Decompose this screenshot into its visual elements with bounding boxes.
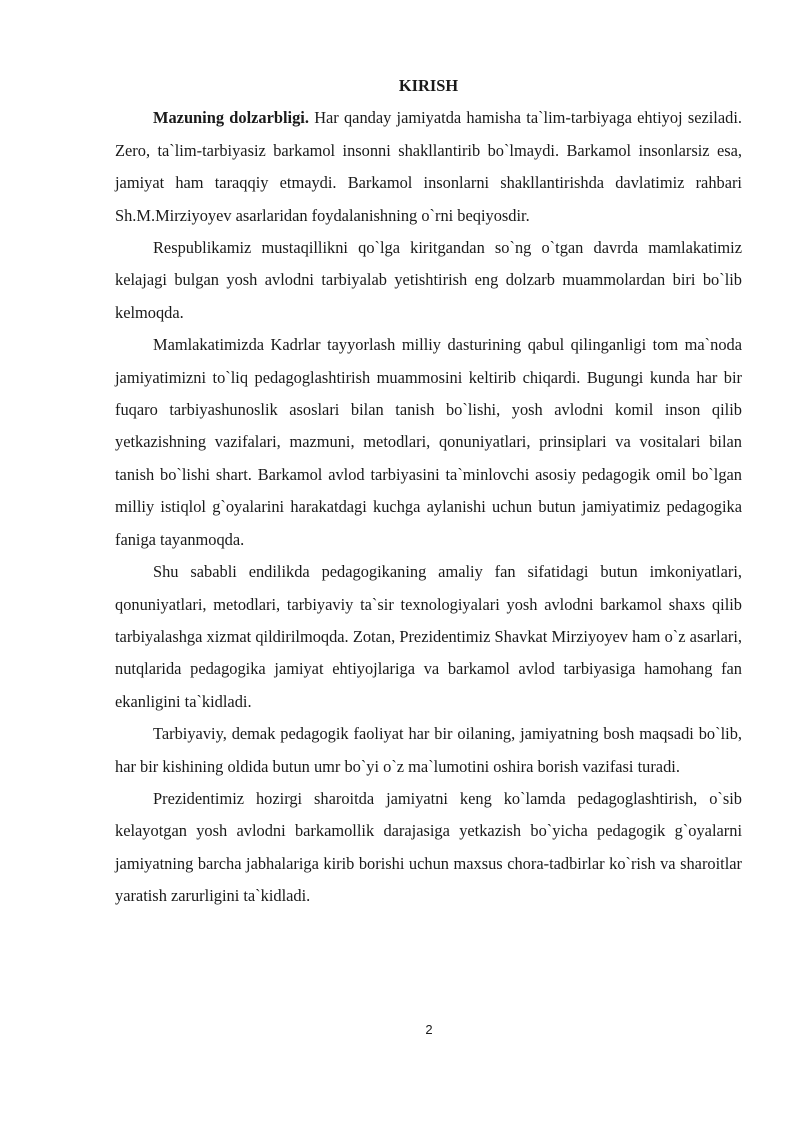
paragraph-6: Prezidentimiz hozirgi sharoitda jamiyatni keng ko`lamda pedagoglashtirish, o`sib kelayotgan yosh avlodni barkamollik darajasiga yetkazish bo`yicha pedagogik g`oyalarni jamiyatning barcha jabhalariga kirib borishi uchun maxsus chora-tadbirlar ko`rish va sharoitlar yaratish zarurligini ta`kidladi.: [115, 788, 742, 906]
paragraph-1: [115, 102, 742, 232]
paragraph-3: Mamlakatimizda Kadrlar tayyorlash milliy dasturining qabul qilinganligi tom ma`noda jamiyatimizni to`liq pedagoglashtirish muammosini keltirib chiqardi. Bugungi kunda har bir fuqaro tarbiyashunoslik asoslari bilan tanish bo`lishi, yosh avlodni komil inson qilib yetkazishning vazifalari, mazmuni, metodlari, qonuniyatlari, prinsiplari va vositalari bilan tanish bo`lishi shart. Barkamol avlod tarbiyasini ta`minlovchi asosiy pedagogik omil bo`lgan milliy istiqlol g`oyalarini harakatdagi kuchga aylanishi uchun butun jamiyatimiz pedagogika faniga tayanmoqda.: [115, 335, 742, 549]
paragraph-5: Tarbiyaviy, demak pedagogik faoliyat har bir oilaning, jamiyatning bosh maqsadi bo`lib, har bir kishining oldida butun umr bo`yi o`z ma`lumotini oshira borish vazifasi turadi.: [115, 724, 742, 776]
paragraph-1-text: Har qanday jamiyatda hamisha ta`lim-tarbiyaga ehtiyoj seziladi. Zero, ta`lim-tarbiyasiz barkamol insonni shakllantirib bo`lmaydi. Barkamol insonlarsiz esa, jamiyat ham taraqqiy etmaydi. Barkamol insonlarni shakllantirishda davlatimiz rahbari Sh.M.Mirziyoyev asarlaridan foydalanishning o`rni beqiyosdir.: [115, 108, 742, 225]
paragraph-4: Shu sababli endilikda pedagogikaning amaliy fan sifatidagi butun imkoniyatlari, qonuniyatlari, metodlari, tarbiyaviy ta`sir texnologiyalari yosh avlodni barkamol shaxs qilib tarbiyalashga xizmat qildirilmoqda. Zotan, Prezidentimiz Shavkat Mirziyoyev ham o`z asarlari, nutqlarida pedagogika jamiyat ehtiyojlariga va barkamol avlod tarbiyasiga hamohang fan ekanligini ta`kidladi.: [115, 562, 742, 711]
paragraph-2: Respublikamiz mustaqillikni qo`lga kiritgandan so`ng o`tgan davrda mamlakatimiz kelajagi bulgan yosh avlodni tarbiyalab yetishtirish eng dolzarb muammolardan biri bo`lib kelmoqda.: [115, 238, 742, 322]
page-content: [115, 70, 742, 913]
section-title: KIRISH: [398, 76, 459, 95]
page-number: 2: [425, 1022, 433, 1037]
paragraph-lead: Mazuning dolzarbligi.: [153, 108, 309, 128]
